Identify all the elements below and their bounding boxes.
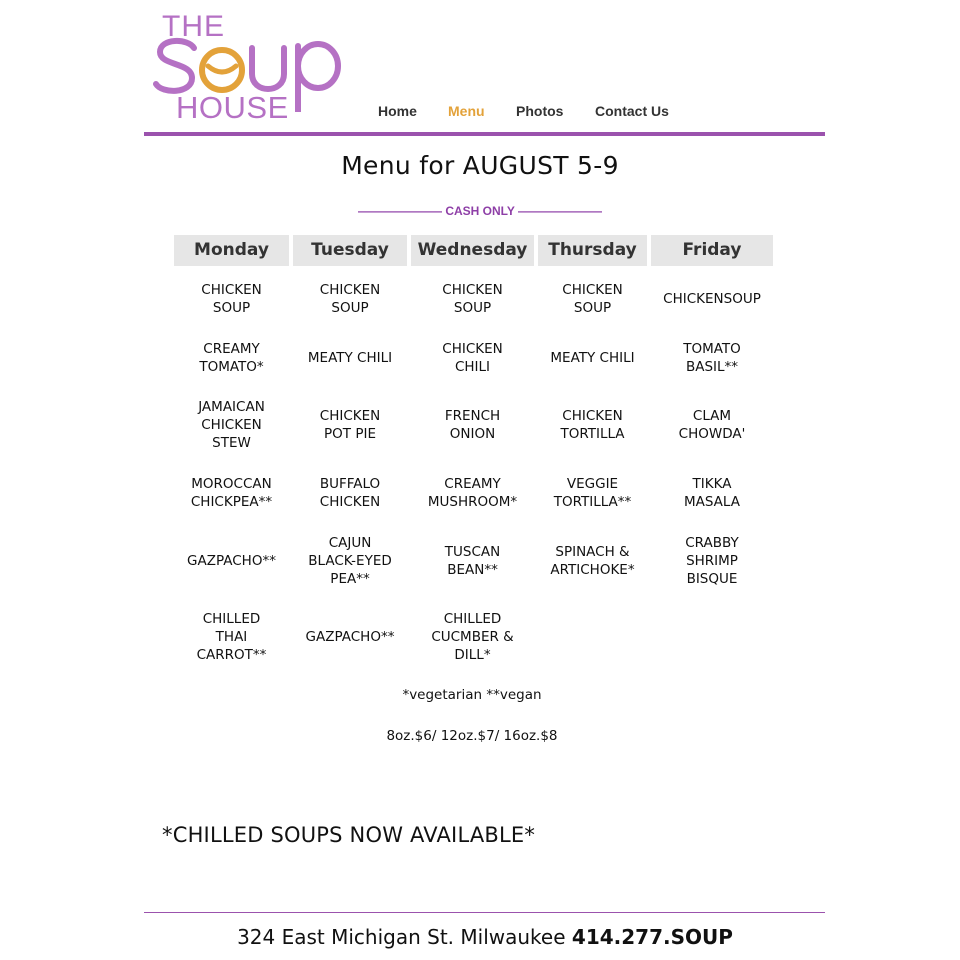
menu-item-thursday: CHICKEN TORTILLA (560, 407, 625, 442)
day-header-wednesday: Wednesday (411, 235, 534, 266)
menu-item-tuesday: BUFFALO CHICKEN (319, 475, 381, 510)
day-header-thursday: Thursday (538, 235, 647, 266)
menu-item-monday: MOROCCAN CHICKPEA** (190, 475, 273, 510)
menu-item-thursday: MEATY CHILI (550, 349, 635, 366)
footer-divider (144, 912, 825, 913)
menu-item-wednesday: CHICKEN CHILI (442, 340, 503, 375)
menu-item-tuesday: GAZPACHO** (305, 628, 395, 645)
menu-item-tuesday: MEATY CHILI (307, 349, 393, 366)
nav-menu-link[interactable]: Menu (448, 103, 485, 119)
logo-text-the: THE (162, 10, 225, 43)
nav-contact-link[interactable]: Contact Us (595, 103, 669, 119)
menu-item-monday: CHILLED THAI CARROT** (196, 610, 267, 664)
footer-contact (0, 925, 960, 949)
menu-item-friday: CRABBY SHRIMP BISQUE (685, 534, 739, 588)
nav-home-link[interactable]: Home (378, 103, 417, 119)
menu-item-wednesday: CREAMY MUSHROOM* (427, 475, 518, 510)
cash-only-note: ——————— CASH ONLY ——————— (357, 204, 603, 218)
day-header-monday: Monday (174, 235, 289, 266)
menu-item-wednesday: CHILLED CUCMBER & DILL* (431, 610, 514, 664)
menu-item-wednesday: FRENCH ONION (444, 407, 501, 442)
header-divider (144, 132, 825, 136)
menu-item-friday: TIKKA MASALA (683, 475, 740, 510)
footer-address: 324 East Michigan St. Milwaukee (237, 925, 572, 949)
menu-item-friday: TOMATO BASIL** (683, 340, 741, 375)
day-header-friday: Friday (651, 235, 773, 266)
menu-item-wednesday: CHICKEN SOUP (442, 281, 503, 316)
menu-item-tuesday: CHICKEN POT PIE (319, 407, 381, 442)
menu-item-monday: CHICKEN SOUP (201, 281, 262, 316)
logo-text-house: HOUSE (176, 90, 289, 125)
menu-item-tuesday: CHICKEN SOUP (319, 281, 381, 316)
diet-legend: *vegetarian **vegan (402, 687, 542, 703)
menu-item-monday: GAZPACHO** (187, 552, 276, 569)
soup-house-logo[interactable] (152, 8, 352, 126)
price-list: 8oz.$6/ 12oz.$7/ 16oz.$8 (386, 728, 558, 744)
menu-item-tuesday: CAJUN BLACK-EYED PEA** (308, 534, 392, 588)
menu-item-thursday: CHICKEN SOUP (562, 281, 623, 316)
menu-item-wednesday: TUSCAN BEAN** (444, 543, 501, 578)
footer-phone: 414.277.SOUP (571, 925, 733, 949)
menu-item-friday: CLAM CHOWDA' (678, 407, 746, 442)
page-title: Menu for AUGUST 5-9 (341, 151, 619, 180)
menu-item-friday: CHICKENSOUP (663, 290, 761, 307)
menu-item-monday: CREAMY TOMATO* (199, 340, 264, 375)
chilled-soups-note: *CHILLED SOUPS NOW AVAILABLE* (162, 823, 536, 847)
day-header-tuesday: Tuesday (293, 235, 407, 266)
menu-item-thursday: SPINACH & ARTICHOKE* (550, 543, 635, 578)
menu-item-thursday (538, 609, 647, 665)
menu-item-monday: JAMAICAN CHICKEN STEW (198, 398, 265, 452)
nav-photos-link[interactable]: Photos (516, 103, 564, 119)
menu-item-friday (651, 609, 773, 665)
menu-item-thursday: VEGGIE TORTILLA** (553, 475, 632, 510)
